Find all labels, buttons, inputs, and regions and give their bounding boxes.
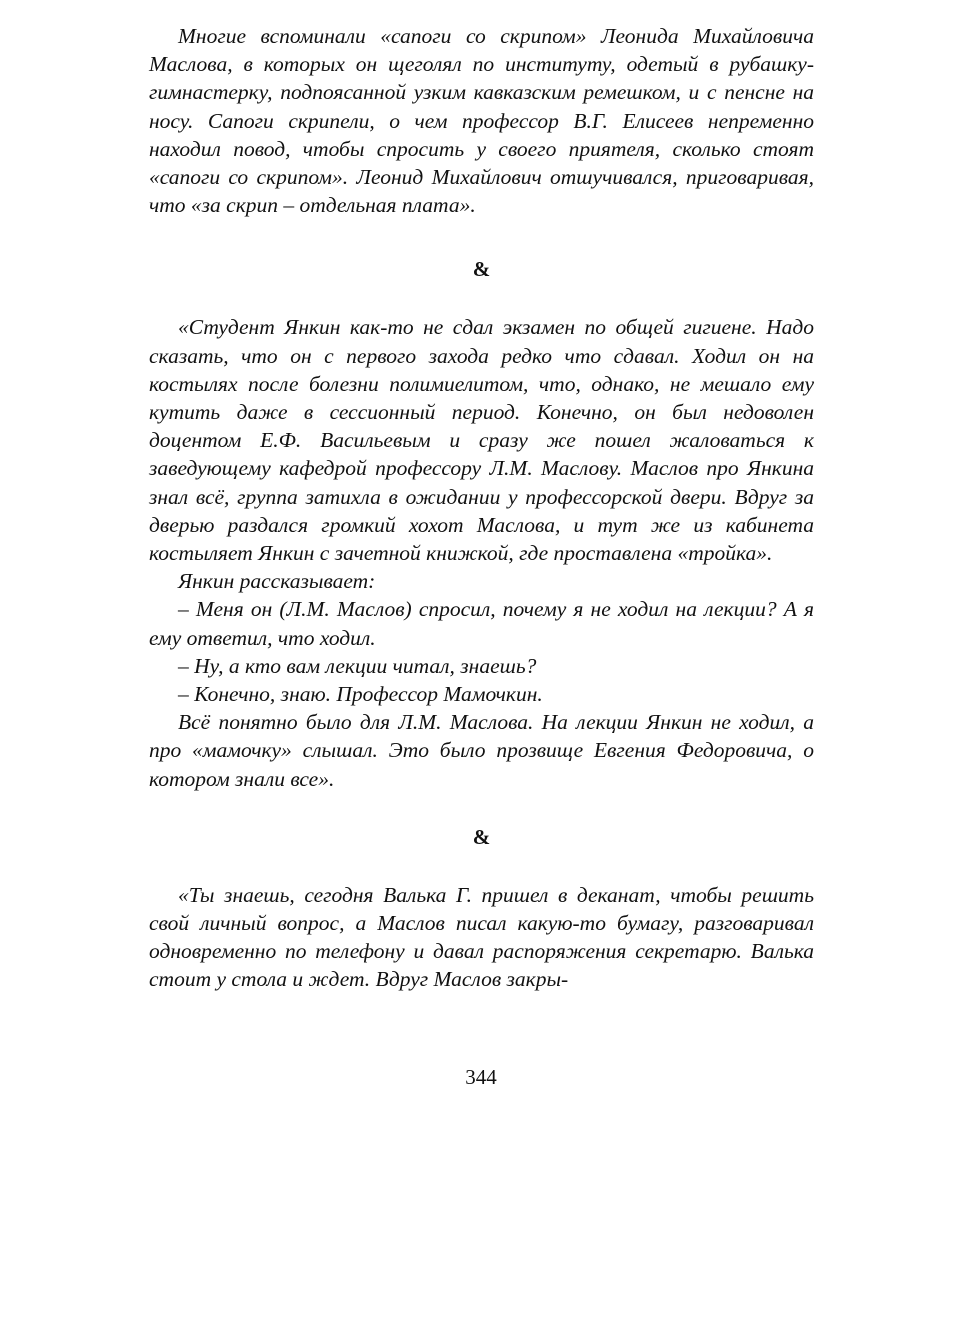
paragraph-maslov-boots: Многие вспоминали «сапоги со скрипом» Леонида Михайловича Маслова, в которых он щеголял по институту, одетый в рубашку-гимнастерку, подпоясанной узким кавказским ремешком, и с пенсне на носу. Сапоги скрипели, о чем профессор В.Г. Елисеев непременно находил повод, чтобы спросить у своего приятеля, сколько стоят «сапоги со скрипом». Леонид Михайлович отшучивался, приговаривая, что «за скрип – отдельная плата». — [149, 24, 814, 218]
dialogue-line: – Конечно, знаю. Профессор Мамочкин. — [178, 682, 543, 707]
page-number: 344 — [465, 1065, 497, 1089]
paragraph-yankin-tells: Янкин рассказывает: — [178, 569, 376, 594]
dialogue-line: – Меня он (Л.М. Маслов) спросил, почему я не ходил на лекции? А я ему ответил, что ходил. — [149, 597, 814, 650]
paragraph-yankin-exam: «Студент Янкин как-то не сдал экзамен по общей гигиене. Надо сказать, что он с первого захода редко что сдавал. Ходил он на костылях после болезни полимиелитом, что, однако, не мешало ему кутить даже в сессионный период. Конечно, он был недоволен доцентом Е.Ф. Васильевым и сразу же пошел жаловаться к заведующему кафедрой профессору Л.М. Маслову. Маслов про Янкина знал всё, группа затихла в ожидании у профессорской двери. Вдруг за дверью раздался громкий хохот Маслова, и тут же из кабинета костыляет Янкин с зачетной книжкой, где проставлена «тройка». — [149, 315, 814, 566]
paragraph-mamochka: Всё понятно было для Л.М. Маслова. На лекции Янкин не ходил, а про «мамочку» слышал. Это было прозвище Евгения Федоровича, о котором знали все». — [149, 710, 814, 791]
dialogue-line: – Ну, а кто вам лекции читал, знаешь? — [178, 653, 537, 678]
page-text-block — [149, 22, 814, 994]
section-separator: & — [472, 257, 491, 282]
section-separator: & — [472, 824, 491, 849]
paragraph-valka-deanery: «Ты знаешь, сегодня Валька Г. пришел в деканат, чтобы решить свой личный вопрос, а Маслов писал какую-то бумагу, разговаривал одновременно по телефону и давал распоряжения секретарю. Валька стоит у стола и ждет. Вдруг Маслов закры- — [149, 882, 814, 992]
